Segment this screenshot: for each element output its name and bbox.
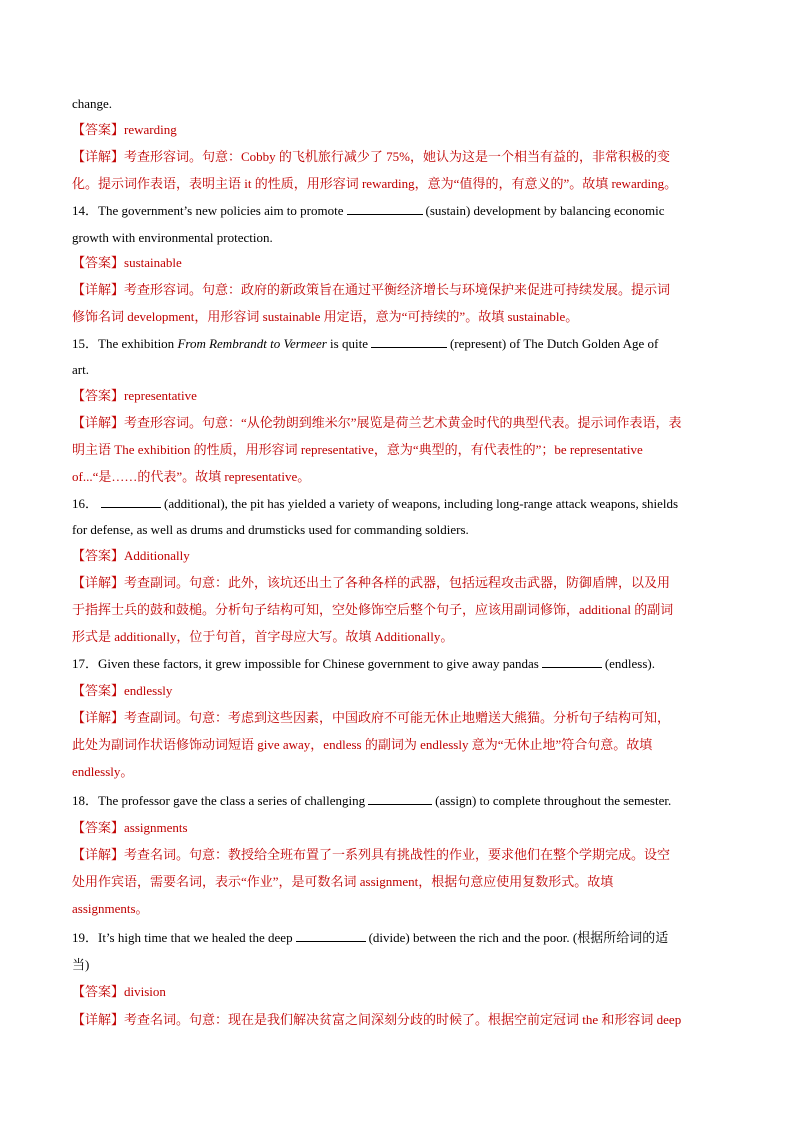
q14-detail-1 [72,282,670,298]
q16-text-b: (additional), the pit has yielded a variety of weapons, including long-range attack weapons, shields [164,496,679,511]
q15-text-a: 15．The exhibition [72,336,175,351]
q16-question-cont: for defense, as well as drums and drumsticks used for commanding soldiers. [72,522,469,537]
q16-detail-2: 于指挥士兵的鼓和鼓槌。分析句子结构可知，空处修饰空后整个句子，应该用副词修饰，additional 的副词 [72,602,674,617]
q15-text-b: is quite [330,336,368,351]
q18-answer [72,820,188,836]
q15-detail-1 [72,415,682,431]
q13-answer-text: rewarding [124,122,177,137]
q18-detail-3: assignments。 [72,901,149,916]
q13-answer [72,122,177,138]
q16-detail-text-1: 考查副词。句意：此外，该坑还出土了各种各样的武器，包括远程攻击武器，防御盾牌，以及用 [124,575,671,590]
q15-answer [72,388,197,404]
answer-label: 【答案】 [72,820,125,835]
q14-blank [347,203,423,215]
q16-text-a: 16． [72,496,99,511]
q14-text-a: 14．The government’s new policies aim to promote [72,203,344,218]
q14-detail-2: 修饰名词 development，用形容词 sustainable 用定语，意为“可持续的”。故填 sustainable。 [72,309,579,324]
answer-label: 【答案】 [72,255,125,270]
detail-label: 【详解】 [72,282,125,297]
q19-text-a: 19．It’s high time that we healed the deep [72,930,293,945]
q19-blank [296,930,366,942]
q15-exhibition-title: From Rembrandt to Vermeer [177,336,327,351]
detail-label: 【详解】 [72,415,125,430]
q16-blank [101,496,161,508]
q18-answer-text: assignments [124,820,188,835]
q17-detail-2: 此处为副词作状语修饰动词短语 give away，endless 的副词为 endlessly 意为“无休止地”符合句意。故填 [72,737,653,752]
q17-detail-3: endlessly。 [72,764,134,779]
q19-question-cont: 当) [72,957,90,972]
pre-line: change. [72,96,113,111]
answer-label: 【答案】 [72,548,125,563]
q14-answer [72,255,182,271]
detail-label: 【详解】 [72,1012,125,1027]
answer-label: 【答案】 [72,122,125,137]
q17-detail-1 [72,710,670,726]
q17-text-b: (endless). [604,656,655,671]
detail-label: 【详解】 [72,847,125,862]
q18-detail-2: 处用作宾语，需要名词，表示“作业”，是可数名词 assignment，根据句意应使用复数形式。故填 [72,874,614,889]
q14-detail-text-1: 考查形容词。句意：政府的新政策旨在通过平衡经济增长与环境保护来促进可持续发展。提示词 [124,282,671,297]
q16-question [72,496,678,512]
q19-detail-1 [72,1012,681,1028]
q16-detail-3: 形式是 additionally，位于句首，首字母应大写。故填 Additionally。 [72,629,454,644]
q17-answer [72,683,172,699]
q15-detail-2: 明主语 The exhibition 的性质，用形容词 representative，意为“典型的，有代表性的”；be representative [72,442,643,457]
q13-detail-1 [72,149,670,165]
q15-detail-3: of...“是……的代表”。故填 representative。 [72,469,311,484]
q17-detail-text-1: 考查副词。句意：考虑到这些因素，中国政府不可能无休止地赠送大熊猫。分析句子结构可知， [124,710,671,725]
q18-blank [368,793,432,805]
answer-label: 【答案】 [72,984,125,999]
q14-text-b: (sustain) development by balancing economic [425,203,665,218]
q13-detail-2: 化。提示词作表语，表明主语 it 的性质，用形容词 rewarding，意为“值得的，有意义的”。故填 rewarding。 [72,176,678,191]
q13-detail-text-1: 考查形容词。句意：Cobby 的飞机旅行减少了 75%，她认为这是一个相当有益的，非常积极的变 [124,149,671,164]
q19-answer [72,984,166,1000]
q19-text-b: (divide) between the rich and the poor. (根据所给词的适 [368,930,669,945]
q19-answer-text: division [124,984,166,999]
q14-question-cont: growth with environmental protection. [72,230,273,245]
q15-blank [371,336,447,348]
q19-question [72,930,668,946]
answer-label: 【答案】 [72,683,125,698]
q18-text-b: (assign) to complete throughout the semester. [435,793,672,808]
q18-detail-text-1: 考查名词。句意：教授给全班布置了一系列具有挑战性的作业，要求他们在整个学期完成。设空 [124,847,671,862]
q15-question [72,336,658,352]
q18-question [72,793,671,809]
q16-answer [72,548,190,564]
q17-question [72,656,655,672]
q16-answer-text: Additionally [124,548,190,563]
q14-question [72,203,664,219]
q15-question-cont: art. [72,362,89,377]
detail-label: 【详解】 [72,575,125,590]
q17-answer-text: endlessly [124,683,173,698]
q17-blank [542,656,602,668]
q14-answer-text: sustainable [124,255,182,270]
q19-detail-text-1: 考查名词。句意：现在是我们解决贫富之间深刻分歧的时候了。根据空前定冠词 the 和形容词 deep [124,1012,682,1027]
q15-text-c: (represent) of The Dutch Golden Age of [449,336,659,351]
q16-detail-1 [72,575,670,591]
answer-label: 【答案】 [72,388,125,403]
q15-answer-text: representative [124,388,197,403]
q18-detail-1 [72,847,670,863]
q17-text-a: 17．Given these factors, it grew impossible for Chinese government to give away pandas [72,656,539,671]
detail-label: 【详解】 [72,710,125,725]
q15-detail-text-1: 考查形容词。句意：“从伦勃朗到维米尔”展览是荷兰艺术黄金时代的典型代表。提示词作表语，表 [124,415,682,430]
detail-label: 【详解】 [72,149,125,164]
q18-text-a: 18．The professor gave the class a series of challenging [72,793,366,808]
